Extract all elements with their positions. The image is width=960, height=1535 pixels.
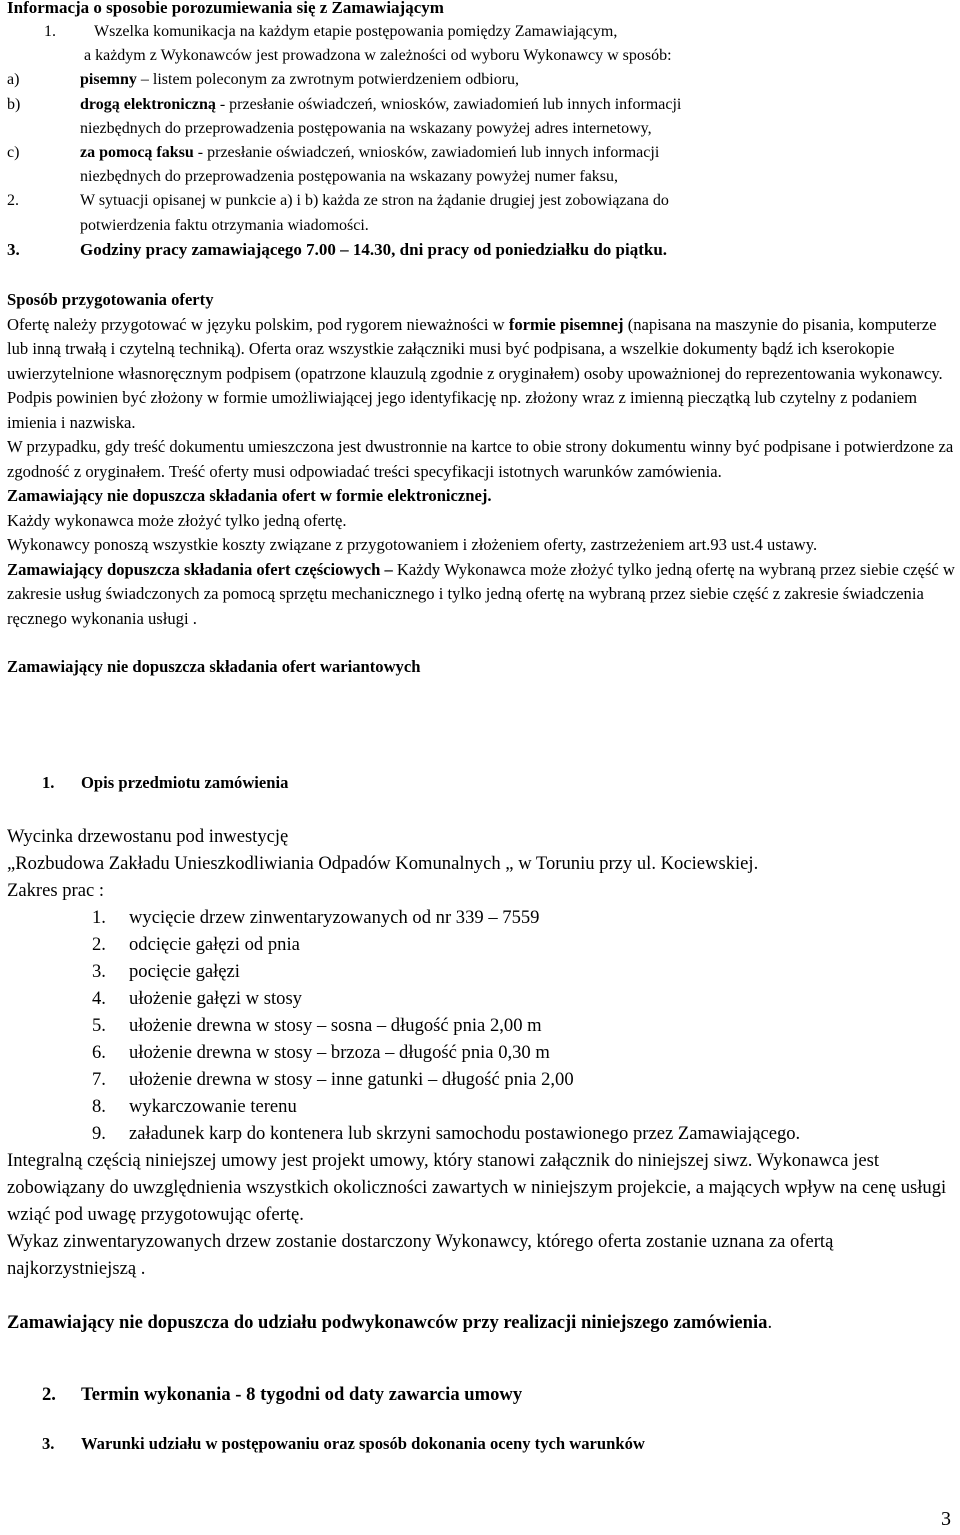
list-item bbox=[7, 985, 955, 1012]
order-line: „Rozbudowa Zakładu Unieszkodliwiania Odpadów Komunalnych „ w Toruniu przy ul. Kociewskiej. bbox=[7, 852, 759, 874]
section-conditions bbox=[7, 1432, 955, 1457]
item-number: 6. bbox=[92, 1041, 106, 1063]
offer-paragraph: Każdy wykonawca może złożyć tylko jedną ofertę. bbox=[7, 510, 347, 530]
communication-point-2 bbox=[7, 189, 955, 237]
section-offer-preparation bbox=[7, 288, 955, 680]
item-number: 5. bbox=[92, 1014, 106, 1036]
offer-paragraph bbox=[7, 313, 955, 436]
offer-paragraph: Wykonawcy ponoszą wszystkie koszty związane z przygotowaniem i złożeniem oferty, zastrzeżeniem art.93 ust.4 ustawy. bbox=[7, 535, 818, 554]
section-communication bbox=[7, 0, 955, 262]
item-text: wykarczowanie terenu bbox=[129, 1095, 297, 1117]
list-item bbox=[7, 1039, 955, 1066]
offer-paragraph bbox=[7, 558, 955, 632]
item-number: 1. bbox=[92, 906, 106, 928]
option-label: a) bbox=[7, 71, 20, 89]
item-number: 2. bbox=[92, 933, 106, 955]
communication-point-3 bbox=[7, 238, 955, 262]
deadline-text: Termin wykonania - 8 tygodni od daty zawarcia umowy bbox=[81, 1384, 523, 1405]
subcontractors-notice bbox=[7, 1309, 955, 1336]
item-number: 9. bbox=[92, 1122, 106, 1144]
option-bold: za pomocą faksu bbox=[80, 144, 194, 162]
offer-notice-variants: Zamawiający nie dopuszcza składania ofert wariantowych bbox=[7, 657, 421, 676]
item-text: załadunek karp do kontenera lub skrzyni samochodu postawionego przez Zamawiającego. bbox=[129, 1122, 801, 1144]
offer-paragraph: W przypadku, gdy treść dokumentu umieszczona jest dwustronnie na kartce to obie strony dokumentu winny być podpisane i potwierdzone za zgodność z oryginałem. Treść oferty musi odpowiadać treści specyfikacji istotnych warunków zamówienia. bbox=[7, 437, 954, 481]
item-number: 4. bbox=[92, 987, 106, 1009]
option-text-line: niezbędnych do przeprowadzenia postępowania na wskazany powyżej adres internetowy, bbox=[80, 119, 652, 137]
point-number: 1. bbox=[44, 23, 56, 40]
point-number: 2. bbox=[7, 192, 19, 210]
item-number: 3. bbox=[92, 960, 106, 982]
point-text-line: a każdym z Wykonawców jest prowadzona w zależności od wyboru Wykonawcy w sposób: bbox=[84, 47, 672, 65]
point-text-line: potwierdzenia faktu otrzymania wiadomości. bbox=[80, 216, 369, 234]
order-line: Wycinka drzewostanu pod inwestycję bbox=[7, 825, 289, 847]
page-number: 3 bbox=[941, 1507, 951, 1530]
notice-bold: Zamawiający nie dopuszcza do udziału podwykonawców przy realizacji niniejszego zamówienia bbox=[7, 1311, 768, 1333]
list-item bbox=[7, 1066, 955, 1093]
communication-option-b bbox=[7, 93, 955, 141]
order-description-heading bbox=[7, 771, 955, 796]
option-text: - przesłanie oświadczeń, wniosków, zawiadomień lub innych informacji bbox=[215, 95, 682, 113]
section-deadline bbox=[7, 1381, 955, 1408]
heading-text: Opis przedmiotu zamówienia bbox=[81, 773, 289, 792]
item-text: wycięcie drzew zinwentaryzowanych od nr 339 – 7559 bbox=[129, 906, 540, 928]
option-text: - przesłanie oświadczeń, wniosków, zawiadomień lub innych informacji bbox=[193, 144, 660, 162]
paragraph-bold: formie pisemnej bbox=[508, 314, 624, 334]
item-text: ułożenie gałęzi w stosy bbox=[129, 987, 302, 1009]
section-title-offer: Sposób przygotowania oferty bbox=[7, 290, 214, 309]
point-text-line: W sytuacji opisanej w punkcie a) i b) każda ze stron na żądanie drugiej jest zobowiązana do bbox=[80, 192, 669, 210]
section-order-description bbox=[7, 771, 955, 1336]
communication-option-c bbox=[7, 141, 955, 189]
paragraph-text: (napisana na maszynie do pisania, komputerze lub inną trwałą i czytelną techniką). Oferta oraz wszystkie załączniki musi być podpisana, a wszelkie dokumenty bądź ich kserokopie uwierzytelnione własnoręcznym podpisem (opatrzone klauzulą zgodnie z oryginałem) osoby upoważnionej do reprezentowania wykonawcy. Podpis powinien być złożony w formie umożliwiającej jego identyfikację np. złożony wraz z imienną pieczątką lub czytelny z podaniem imienia i nazwiska. bbox=[7, 314, 943, 432]
conditions-text: Warunki udziału w postępowaniu oraz sposób dokonania oceny tych warunków bbox=[81, 1434, 645, 1453]
paragraph-bold: Zamawiający dopuszcza składania ofert częściowych – bbox=[7, 559, 393, 579]
option-bold: drogą elektroniczną bbox=[80, 95, 216, 113]
communication-option-a bbox=[7, 68, 955, 92]
option-text-line: niezbędnych do przeprowadzenia postępowania na wskazany powyżej numer faksu, bbox=[80, 168, 619, 186]
item-text: odcięcie gałęzi od pnia bbox=[129, 933, 300, 955]
heading-number: 1. bbox=[42, 773, 55, 792]
option-label: c) bbox=[7, 144, 20, 162]
list-item bbox=[7, 1093, 955, 1120]
communication-point-1 bbox=[7, 20, 955, 68]
option-label: b) bbox=[7, 95, 21, 113]
paragraph-text: Każdy Wykonawca może złożyć tylko jedną ofertę na wybraną przez siebie część w zakresie usług świadczonych za pomocą sprzętu mechanicznego i tylko jedną ofertę na wybraną przez siebie część z zakresie świadczenia ręcznego wykonania usługi . bbox=[7, 559, 955, 628]
item-number: 8. bbox=[92, 1095, 106, 1117]
order-line: Zakres prac : bbox=[7, 879, 105, 901]
option-text: – listem poleconym za zwrotnym potwierdzeniem odbioru, bbox=[136, 71, 520, 89]
offer-notice-electronic: Zamawiający nie dopuszcza składania ofert w formie elektronicznej. bbox=[7, 486, 492, 505]
order-paragraph: Wykaz zinwentaryzowanych drzew zostanie dostarczony Wykonawcy, którego oferta zostanie uznana za ofertą najkorzystniejszą . bbox=[7, 1230, 834, 1279]
list-item bbox=[7, 904, 955, 931]
item-number: 7. bbox=[92, 1068, 106, 1090]
list-item bbox=[7, 1120, 955, 1147]
point-text-line: Wszelka komunikacja na każdym etapie postępowania pomiędzy Zamawiającym, bbox=[94, 23, 618, 40]
point-number: 3. bbox=[42, 1434, 55, 1453]
option-bold: pisemny bbox=[80, 71, 137, 89]
notice-end: . bbox=[767, 1311, 773, 1333]
working-hours-text: Godziny pracy zamawiającego 7.00 – 14.30, dni pracy od poniedziałku do piątku. bbox=[80, 239, 668, 259]
paragraph-text: Ofertę należy przygotować w języku polskim, pod rygorem nieważności w bbox=[7, 314, 509, 334]
scope-of-work-list bbox=[7, 904, 955, 1147]
point-number: 3. bbox=[7, 239, 20, 259]
list-item bbox=[7, 958, 955, 985]
order-paragraph: Integralną częścią niniejszej umowy jest projekt umowy, który stanowi załącznik do niniejszej siwz. Wykonawca jest zobowiązany do uwzględnienia wszystkich okoliczności zawartych w niniejszym projekcie, a mających wpływ na cenę usługi wziąć pod uwagę przygotowując ofertę. bbox=[7, 1149, 947, 1225]
conditions-point bbox=[7, 1432, 955, 1457]
item-text: pocięcie gałęzi bbox=[129, 960, 240, 982]
deadline-point bbox=[7, 1381, 955, 1408]
list-item bbox=[7, 1012, 955, 1039]
section-title-communication: Informacja o sposobie porozumiewania się z Zamawiającym bbox=[7, 0, 444, 17]
item-text: ułożenie drewna w stosy – inne gatunki – długość pnia 2,00 bbox=[129, 1068, 574, 1090]
point-number: 2. bbox=[42, 1384, 56, 1405]
list-item bbox=[7, 931, 955, 958]
item-text: ułożenie drewna w stosy – brzoza – długość pnia 0,30 m bbox=[129, 1041, 550, 1063]
item-text: ułożenie drewna w stosy – sosna – długość pnia 2,00 m bbox=[129, 1014, 542, 1036]
